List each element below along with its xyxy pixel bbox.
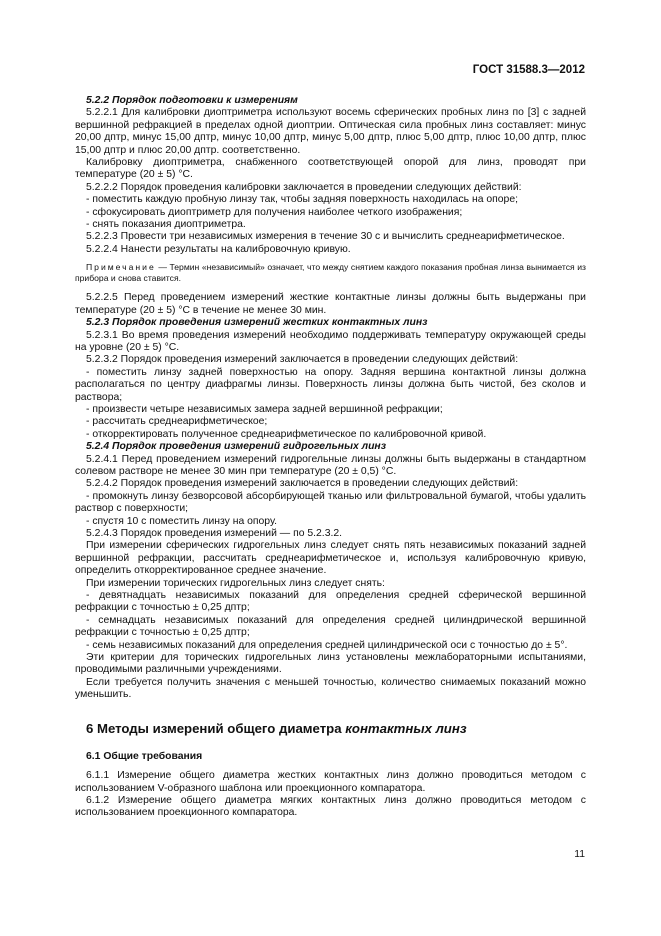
paragraph: 5.2.2.5 Перед проведением измерений жесткие контактные линзы должны быть выдержаны при температуре (20 ± 5) °С в течение не менее 30 мин. xyxy=(75,292,586,316)
paragraph: 5.2.3.2 Порядок проведения измерений заключается в проведении следующих действий: xyxy=(86,354,519,366)
list-item: - произвести четыре независимых замера задней вершинной рефракции; xyxy=(86,403,443,415)
note xyxy=(75,262,586,284)
list-item: - спустя 10 с поместить линзу на опору. xyxy=(86,515,278,527)
list-item: - рассчитать среднеарифметическое; xyxy=(86,416,268,428)
standard-number: ГОСТ 31588.3—2012 xyxy=(472,64,585,76)
paragraph: 5.2.3.1 Во время проведения измерений необходимо поддерживать температуру окружающей среды на уровне (20 ± 5) °С. xyxy=(75,329,586,353)
document-body xyxy=(75,95,586,820)
paragraph: Калибровку диоптриметра, снабженного соответствующей опорой для линз, проводят при температуре (20 ± 5) °С. xyxy=(75,157,586,181)
note-text: — Термин «независимый» означает, что между снятием каждого показания пробная линза вынимается из прибора и снова ставится. xyxy=(75,262,587,284)
paragraph: Эти критерии для торических гидрогельных линз установлены межлабораторными испытаниями, проводимыми различными учреждениями. xyxy=(75,652,586,676)
list-item: - семь независимых показаний для определения средней цилиндрической оси с точностью до ± 5°. xyxy=(86,639,568,651)
list-item: - поместить линзу задней поверхностью на опору. Задняя вершина контактной линзы должна располагаться по центру диафрагмы линзы. Поверхность линзы должна быть чистой, без сколов и раствора; xyxy=(75,366,586,403)
paragraph: 5.2.4.1 Перед проведением измерений гидрогельные линзы должны быть выдержаны в стандартном солевом растворе не менее 30 мин при температуре (20 ± 0,5) °С. xyxy=(75,453,586,477)
page-number: 11 xyxy=(574,849,585,860)
list-item: - промокнуть линзу безворсовой абсорбирующей тканью или фильтровальной бумагой, чтобы удалить раствор с поверхности; xyxy=(75,490,586,515)
paragraph: Если требуется получить значения с меньшей точностью, количество снимаемых показаний можно уменьшить. xyxy=(75,676,586,701)
list-item: - девятнадцать независимых показаний для определения средней сферической вершинной рефракции с точностью ± 0,25 дптр; xyxy=(75,590,586,614)
paragraph: 5.2.2.4 Нанести результаты на калибровочную кривую. xyxy=(86,243,351,255)
list-item: - семнадцать независимых показаний для определения средней цилиндрической вершинной рефракции с точностью ± 0,25 дптр; xyxy=(75,614,586,639)
paragraph: 5.2.4.3 Порядок проведения измерений — по 5.2.3.2. xyxy=(86,528,343,539)
section-heading-text: 6 Методы измерений общего диаметра xyxy=(86,720,346,736)
paragraph: 5.2.2.2 Порядок проведения калибровки заключается в проведении следующих действий: xyxy=(86,181,522,193)
paragraph: При измерении торических гидрогельных линз следует снять: xyxy=(86,577,385,589)
list-item: - снять показания диоптриметра. xyxy=(86,219,246,231)
subsection-heading: 5.2.4 Порядок проведения измерений гидрогельных линз xyxy=(86,441,386,453)
subsection-heading: 5.2.2 Порядок подготовки к измерениям xyxy=(86,95,298,106)
paragraph: 5.2.4.2 Порядок проведения измерений заключается в проведении следующих действий: xyxy=(86,478,519,490)
paragraph: 5.2.2.1 Для калибровки диоптриметра используют восемь сферических пробных линз по [3] с задней вершинной рефракцией в пределах одной диоптрии. Оптическая сила пробных линз составляет: минус 20,00 дптр, минус 15,00 дптр, минус 10,00 дптр, минус 5,00 дптр, плюс 5,00 дптр, плюс 10,00 дптр, плюс 15,00 дптр и плюс 20,00 дптр. соответственно. xyxy=(75,107,586,156)
list-item: - поместить каждую пробную линзу так, чтобы задняя поверхность находилась на опоре; xyxy=(86,194,518,206)
list-item: - откорректировать полученное среднеарифметическое по калибровочной кривой. xyxy=(86,428,487,440)
subsection-heading: 6.1 Общие требования xyxy=(86,750,203,762)
note-label: Примечание xyxy=(86,262,156,273)
paragraph: 6.1.1 Измерение общего диаметра жестких контактных линз должно проводиться методом с использованием V-образного шаблона или проекционного компаратора. xyxy=(75,770,586,794)
paragraph: При измерении сферических гидрогельных линз следует снять пять независимых показаний задней вершинной рефракции, рассчитать среднеарифметическое и, используя калибровочную кривую, определить откорректированное среднее значение. xyxy=(75,540,586,577)
list-item: - сфокусировать диоптриметр для получения наиболее четкого изображения; xyxy=(86,206,463,218)
paragraph: 5.2.2.3 Провести три независимых измерения в течение 30 с и вычислить среднеарифметическое. xyxy=(86,231,565,243)
section-heading-italic: контактных линз xyxy=(345,720,467,736)
paragraph: 6.1.2 Измерение общего диаметра мягких контактных линз должно проводиться методом с использованием проекционного компаратора. xyxy=(75,794,586,819)
subsection-heading: 5.2.3 Порядок проведения измерений жестких контактных линз xyxy=(86,317,428,329)
section-heading xyxy=(86,721,586,737)
